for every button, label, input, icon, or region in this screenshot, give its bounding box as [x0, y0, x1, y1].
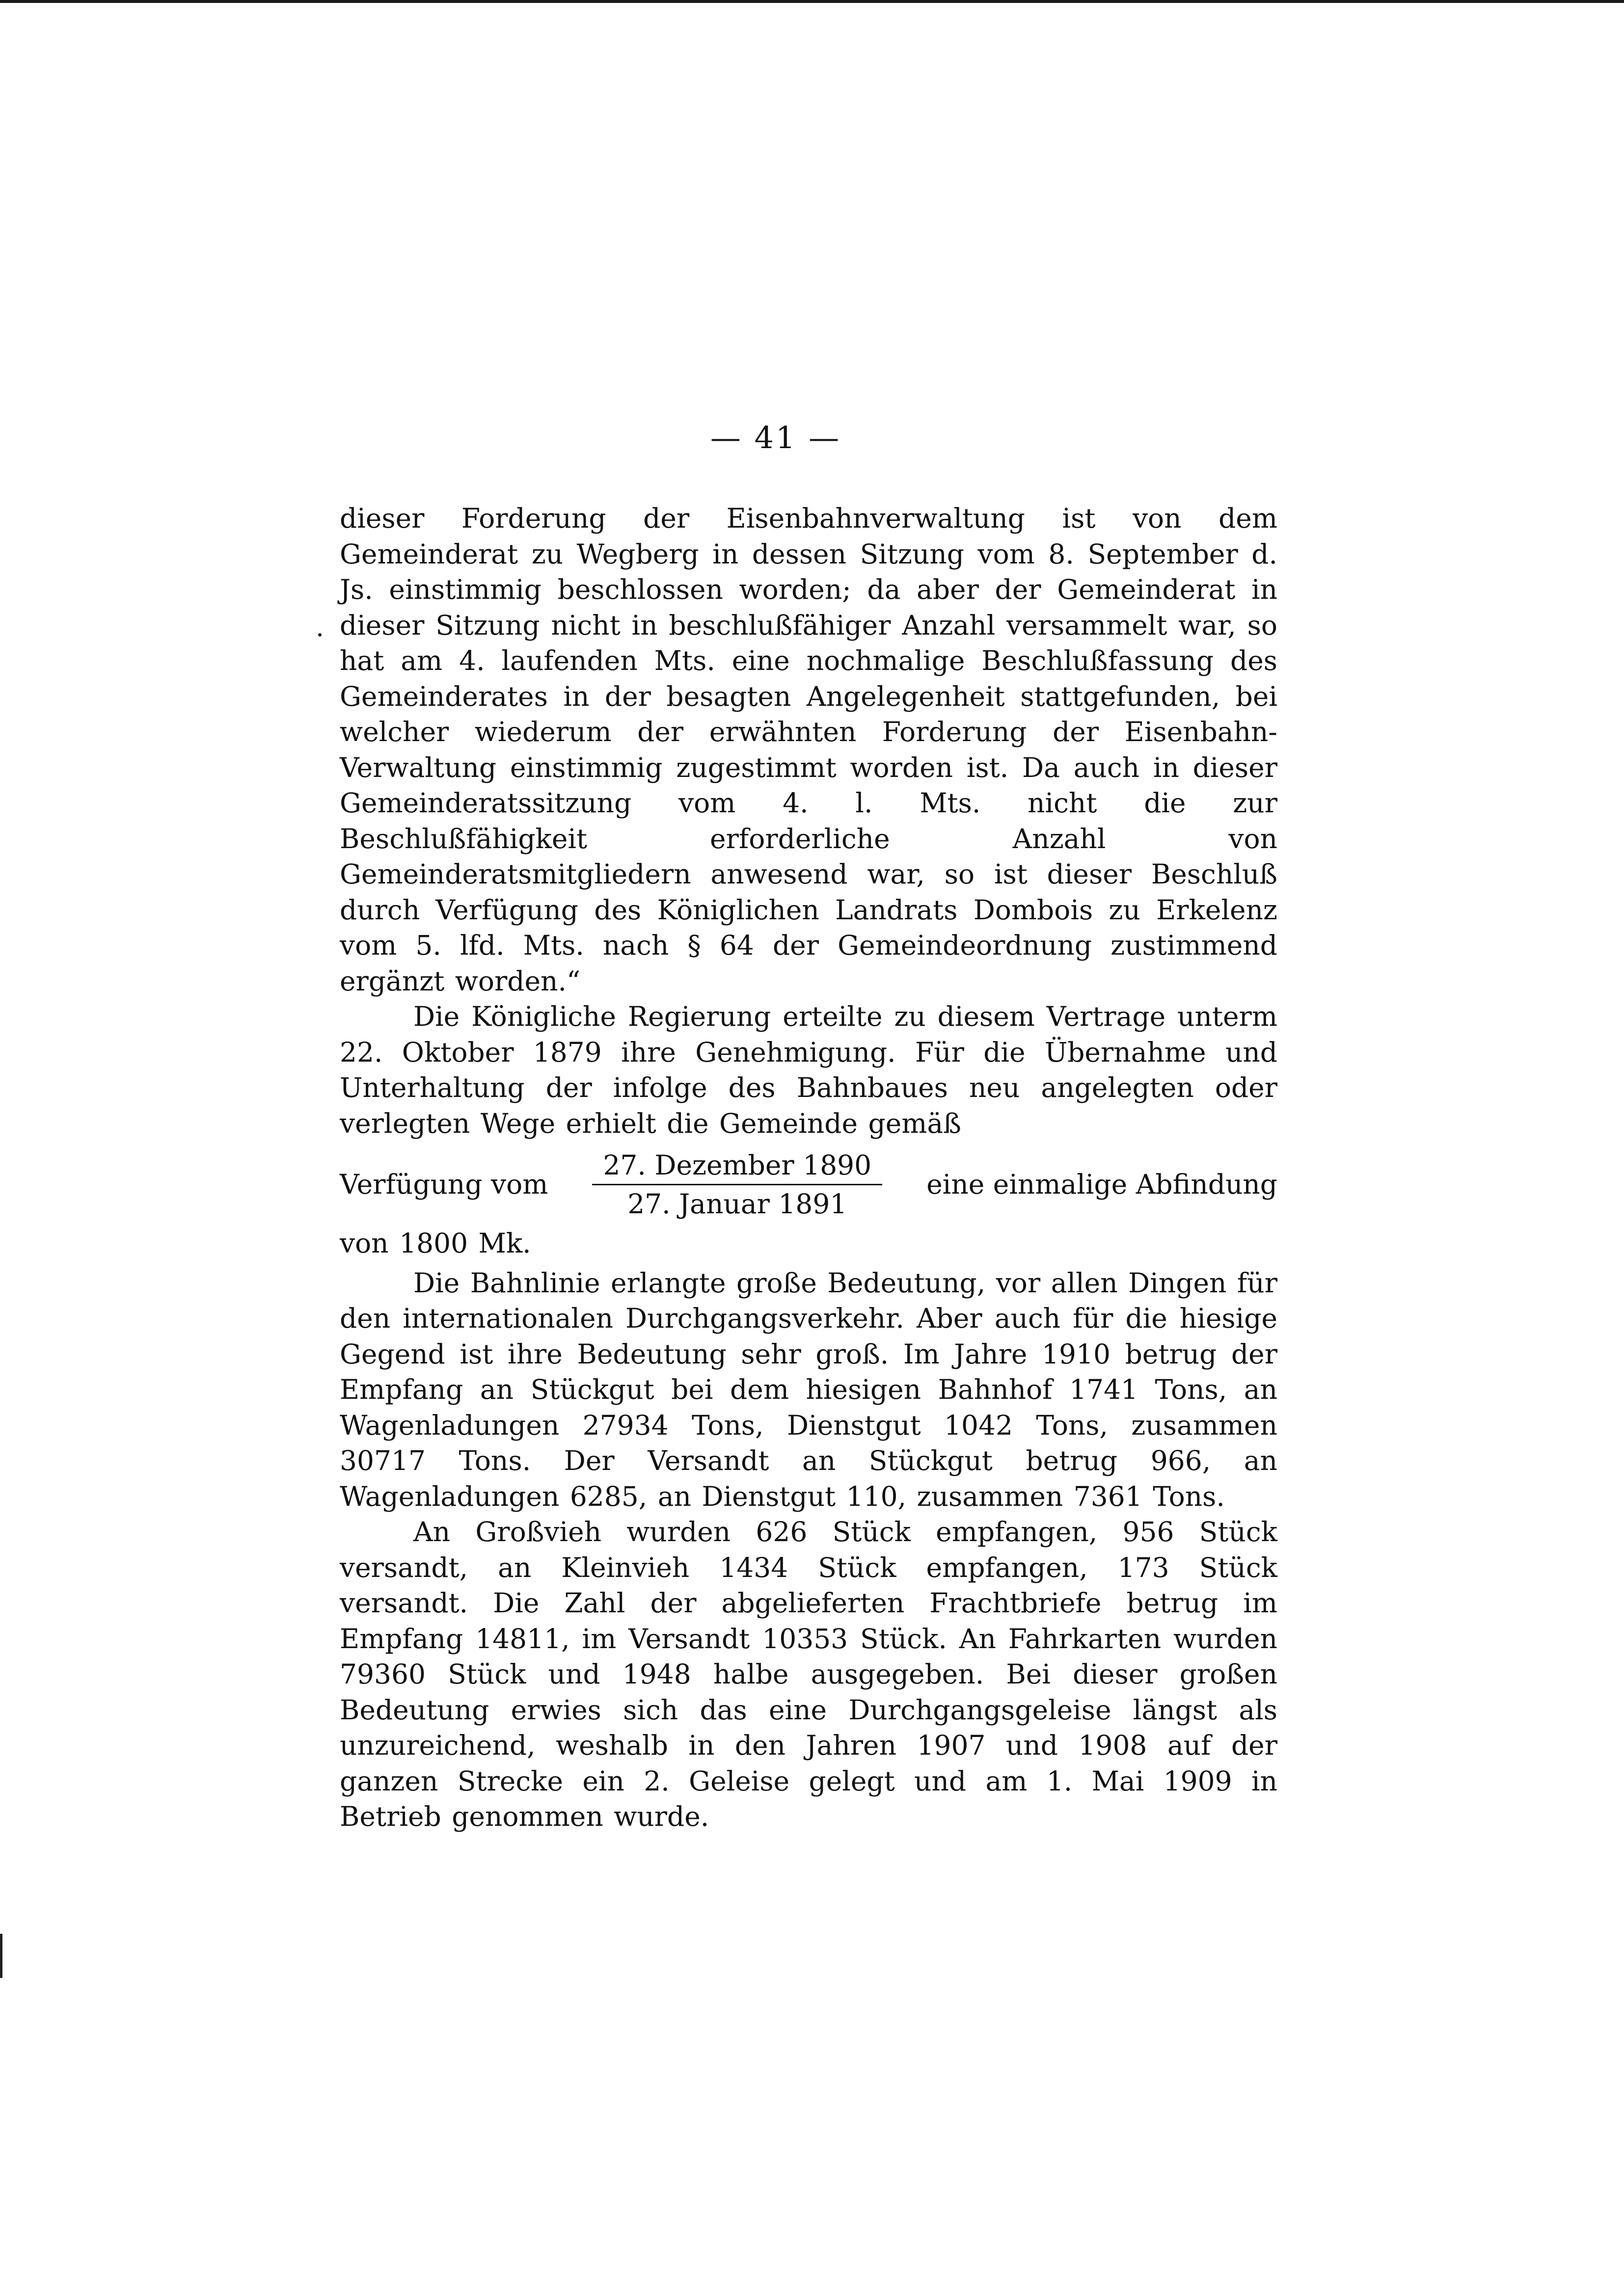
margin-dot [318, 633, 322, 637]
page-number: — 41 — [710, 420, 841, 455]
paragraph-2-end: von 1800 Mk. [340, 1228, 531, 1259]
paragraph-2-fraction-line [340, 1143, 1277, 1226]
fraction-suffix: eine einmalige Abfindung [926, 1168, 1277, 1200]
paragraph-3: Die Bahnlinie erlangte große Bedeutung, vor allen Dingen für den internationalen Durchgangsverkehr. Aber auch für die hiesige Gegend ist ihre Bedeutung sehr groß. Im Jahre 1910 betrug der Empfang an Stückgut bei dem hiesigen Bahnhof 1741 Tons, an Wagenladungen 27934 Tons, Dienstgut 1042 Tons, zusammen 30717 Tons. Der Versandt an Stückgut betrug 966, an Wagenladungen 6285, an Dienstgut 110, zusammen 7361 Tons. [340, 1267, 1277, 1512]
fraction-denominator: 27. Januar 1891 [627, 1188, 847, 1220]
paragraph-1: dieser Forderung der Eisenbahnverwaltung ist von dem Gemeinderat zu Wegberg in dessen Sitzung vom 8. September d. Js. einstimmig beschlossen worden; da aber der Gemeinderat in dieser Sitzung nicht in beschlußfähiger Anzahl versammelt war, so hat am 4. laufenden Mts. eine nochmalige Beschlußfassung des Gemeinderates in der besagten Angelegenheit stattgefunden, bei welcher wiederum der erwähnten Forderung der Eisenbahn-Verwaltung einstimmig zugestimmt worden ist. Da auch in dieser Gemeinderatssitzung vom 4. l. Mts. nicht die zur Beschlußfähigkeit erforderliche Anzahl von Gemeinderatsmitgliedern anwesend war, so ist dieser Beschluß durch Verfügung des Königlichen Landrats Dombois zu Erkelenz vom 5. lfd. Mts. nach § 64 der Gemeindeordnung zustimmend ergänzt worden.“ [340, 503, 1277, 997]
paragraph-2: Die Königliche Regierung erteilte zu diesem Vertrage unterm 22. Oktober 1879 ihre Genehmigung. Für die Übernahme und Unterhaltung der infolge des Bahnbaues neu angelegten oder verlegten Wege erhielt die Gemeinde gemäß [340, 1001, 1277, 1139]
scan-top-edge [0, 0, 1624, 3]
body-text [340, 501, 1277, 1835]
scan-left-mark [0, 1934, 2, 1978]
fraction-numerator: 27. Dezember 1890 [592, 1148, 882, 1185]
fraction-prefix: Verfügung vom [340, 1168, 548, 1200]
date-fraction [592, 1148, 882, 1221]
paragraph-4: An Großvieh wurden 626 Stück empfangen, 956 Stück versandt, an Kleinvieh 1434 Stück empfangen, 173 Stück versandt. Die Zahl der abgelieferten Frachtbriefe betrug im Empfang 14811, im Versandt 10353 Stück. An Fahrkarten wurden 79360 Stück und 1948 halbe ausgegeben. Bei dieser großen Bedeutung erwies sich das eine Durchgangsgeleise längst als unzureichend, weshalb in den Jahren 1907 und 1908 auf der ganzen Strecke ein 2. Geleise gelegt und am 1. Mai 1909 in Betrieb genommen wurde. [340, 1516, 1277, 1832]
